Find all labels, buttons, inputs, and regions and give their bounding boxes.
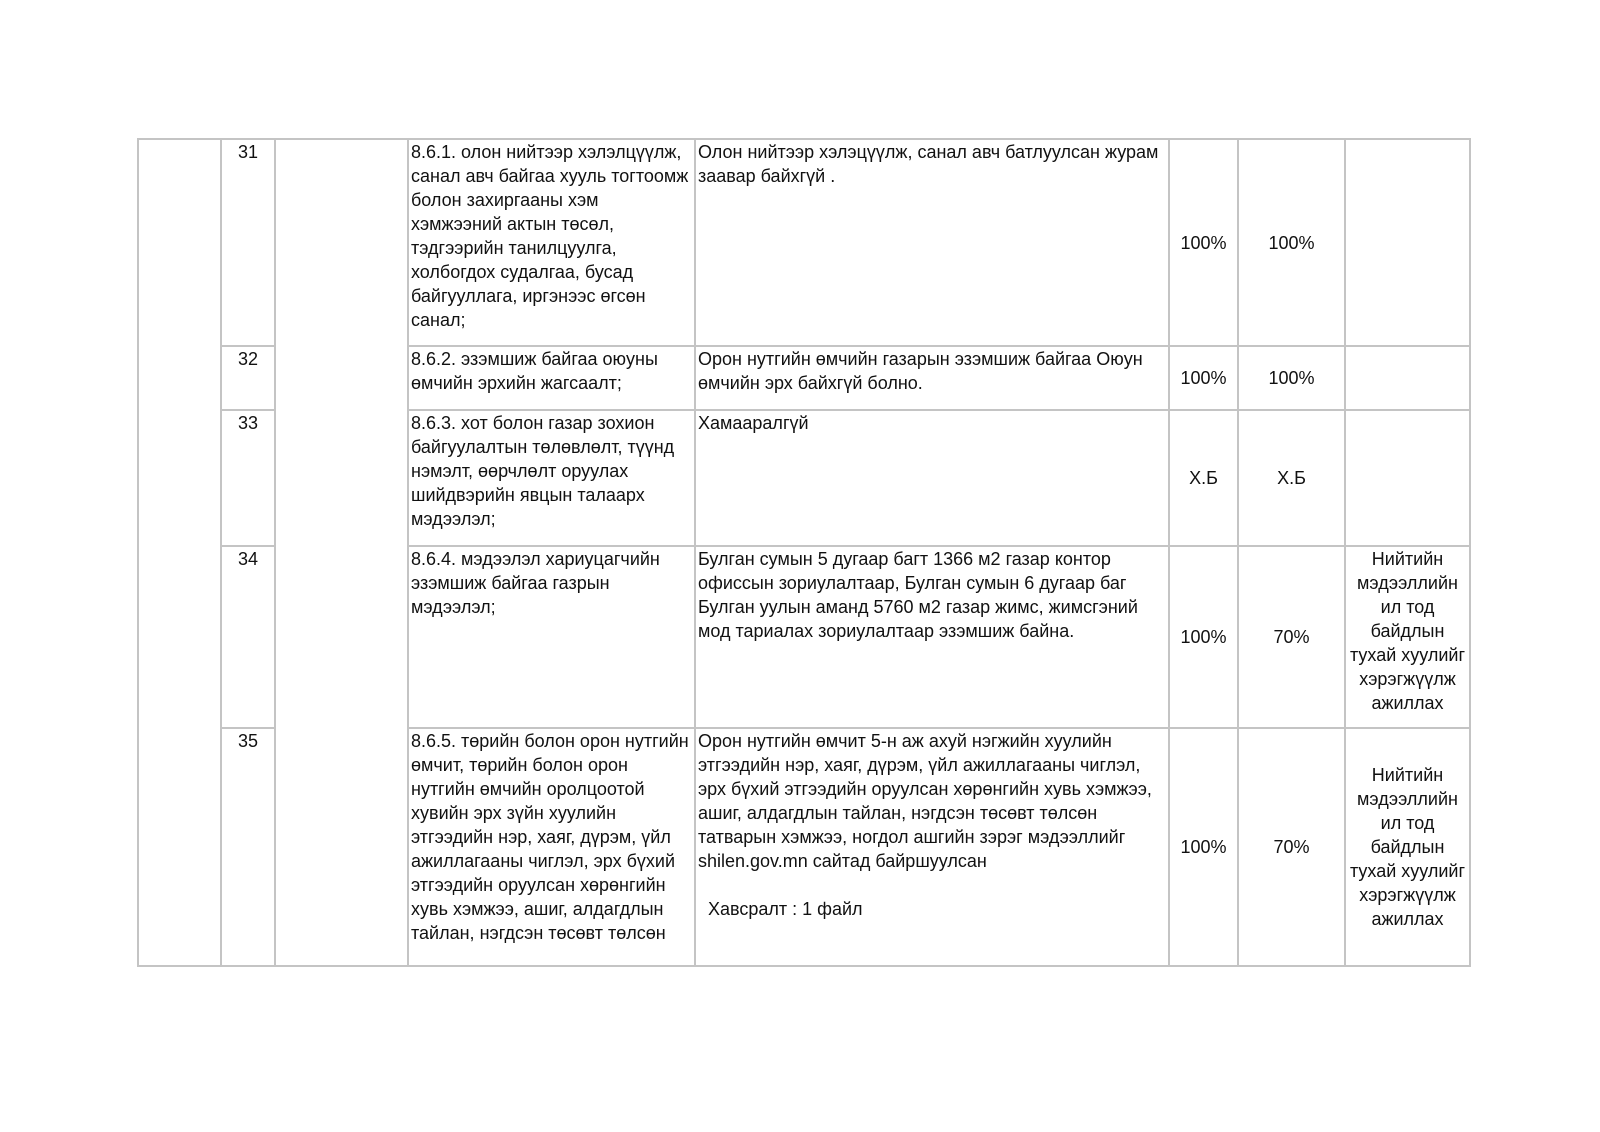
status-cell	[695, 728, 1169, 966]
score-a: 100%	[1169, 139, 1238, 346]
attachment-note: Хавсралт : 1 файл	[708, 899, 863, 919]
note-cell: Нийтийн мэдээллийн ил тод байдлын тухай хуулийг хэрэгжүүлж ажиллах	[1345, 546, 1470, 728]
score-b: 70%	[1238, 728, 1345, 966]
note-cell	[1345, 139, 1470, 346]
requirement-text: 8.6.2. эзэмшиж байгаа оюуны өмчийн эрхийн жагсаалт;	[408, 346, 695, 410]
row-number: 34	[221, 546, 275, 728]
requirement-text: 8.6.3. хот болон газар зохион байгуулалтын төлөвлөлт, түүнд нэмэлт, өөрчлөлт оруулах шийдвэрийн явцын талаарх мэдээлэл;	[408, 410, 695, 546]
row-number: 32	[221, 346, 275, 410]
score-b: Х.Б	[1238, 410, 1345, 546]
table-row	[138, 139, 1470, 346]
score-b: 100%	[1238, 139, 1345, 346]
note-cell	[1345, 346, 1470, 410]
row-number: 33	[221, 410, 275, 546]
score-a: 100%	[1169, 346, 1238, 410]
status-text: Олон нийтээр хэлэцүүлж, санал авч батлуулсан журам заавар байхгүй .	[695, 139, 1169, 346]
score-a: 100%	[1169, 546, 1238, 728]
status-text: Орон нутгийн өмчийн газарын эзэмшиж байгаа Оюун өмчийн эрх байхгүй болно.	[695, 346, 1169, 410]
row-number: 31	[221, 139, 275, 346]
requirement-text: 8.6.1. олон нийтээр хэлэлцүүлж, санал авч байгаа хууль тогтоомж болон захиргааны хэм хэмжээний актын төсөл, тэдгээрийн танилцуулга, холбогдох судалгаа, бусад байгууллага, иргэнээс өгсөн санал;	[408, 139, 695, 346]
blank-left-cell	[138, 139, 221, 966]
status-text: Орон нутгийн өмчит 5-н аж ахуй нэгжийн хуулийн этгээдийн нэр, хаяг, дүрэм, үйл ажиллагааны чиглэл, эрх бүхий этгээдийн оруулсан хөрөнгийн хувь хэмжээ, ашиг, алдагдлын тайлан, нэгдсэн төсөвт төлсөн татварын хэмжээ, ногдол ашгийн зэрэг мэдээллийг shilen.gov.mn сайтад байршуулсан	[698, 731, 1152, 871]
score-b: 70%	[1238, 546, 1345, 728]
requirement-text: 8.6.5. төрийн болон орон нутгийн өмчит, төрийн болон орон нутгийн өмчийн оролцоотой хувийн эрх зүйн хуулийн этгээдийн нэр, хаяг, дүрэм, үйл ажиллагааны чиглэл, эрх бүхий этгээдийн оруулсан хөрөнгийн хувь хэмжээ, ашиг, алдагдлын тайлан, нэгдсэн төсөвт төлсөн	[408, 728, 695, 966]
score-a: Х.Б	[1169, 410, 1238, 546]
note-cell	[1345, 410, 1470, 546]
requirement-text: 8.6.4. мэдээлэл хариуцагчийн эзэмшиж байгаа газрын мэдээлэл;	[408, 546, 695, 728]
score-b: 100%	[1238, 346, 1345, 410]
note-cell: Нийтийн мэдээллийн ил тод байдлын тухай хуулийг хэрэгжүүлж ажиллах	[1345, 728, 1470, 966]
blank-category-cell	[275, 139, 408, 966]
report-table	[137, 138, 1471, 967]
status-text: Хамааралгүй	[695, 410, 1169, 546]
status-text: Булган сумын 5 дугаар багт 1366 м2 газар контор офиссын зориулалтаар, Булган сумын 6 дугаар баг Булган уулын аманд 5760 м2 газар жимс, жимсгэний мод тариалах зориулалтаар эзэмшиж байна.	[695, 546, 1169, 728]
score-a: 100%	[1169, 728, 1238, 966]
row-number: 35	[221, 728, 275, 966]
